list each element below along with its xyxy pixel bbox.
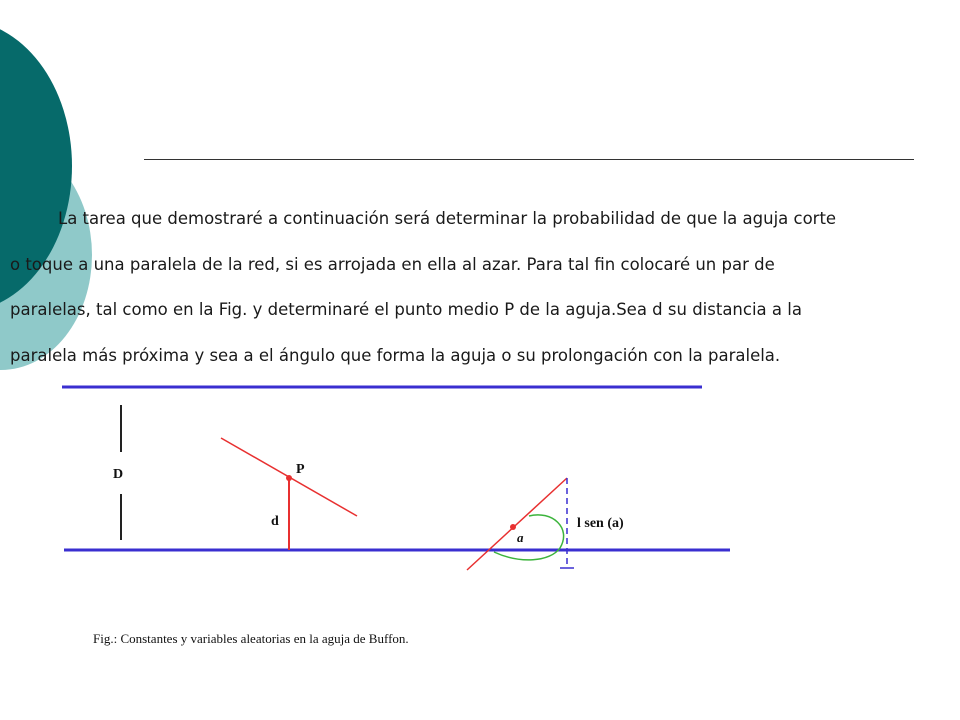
title-divider [144,159,914,160]
midpoint-P [286,475,292,481]
label-D: D [113,467,124,482]
needle-2-midpoint [510,524,516,530]
label-d: d [271,514,279,529]
label-a: a [517,530,524,545]
angle-arc [494,515,564,560]
needle-2 [467,478,567,570]
paragraph-line-3: paralelas, tal como en la Fig. y determinaré el punto medio P de la aguja.Sea d su distancia a la [10,300,802,319]
figure-caption: Fig.: Constantes y variables aleatorias en la aguja de Buffon. [93,631,409,646]
paragraph-line-4: paralela más próxima y sea a el ángulo que forma la aguja o su prolongación con la paralela. [10,345,781,365]
body-paragraph [10,196,950,378]
label-l-sen-a: l sen (a) [577,516,624,531]
label-P: P [296,462,305,477]
buffon-needle-figure [0,370,960,590]
paragraph-line-2: o toque a una paralela de la red, si es arrojada en ella al azar. Para tal fin colocaré un par de [10,254,775,274]
paragraph-line-1: La tarea que demostraré a continuación será determinar la probabilidad de que la aguja corte [58,209,837,228]
